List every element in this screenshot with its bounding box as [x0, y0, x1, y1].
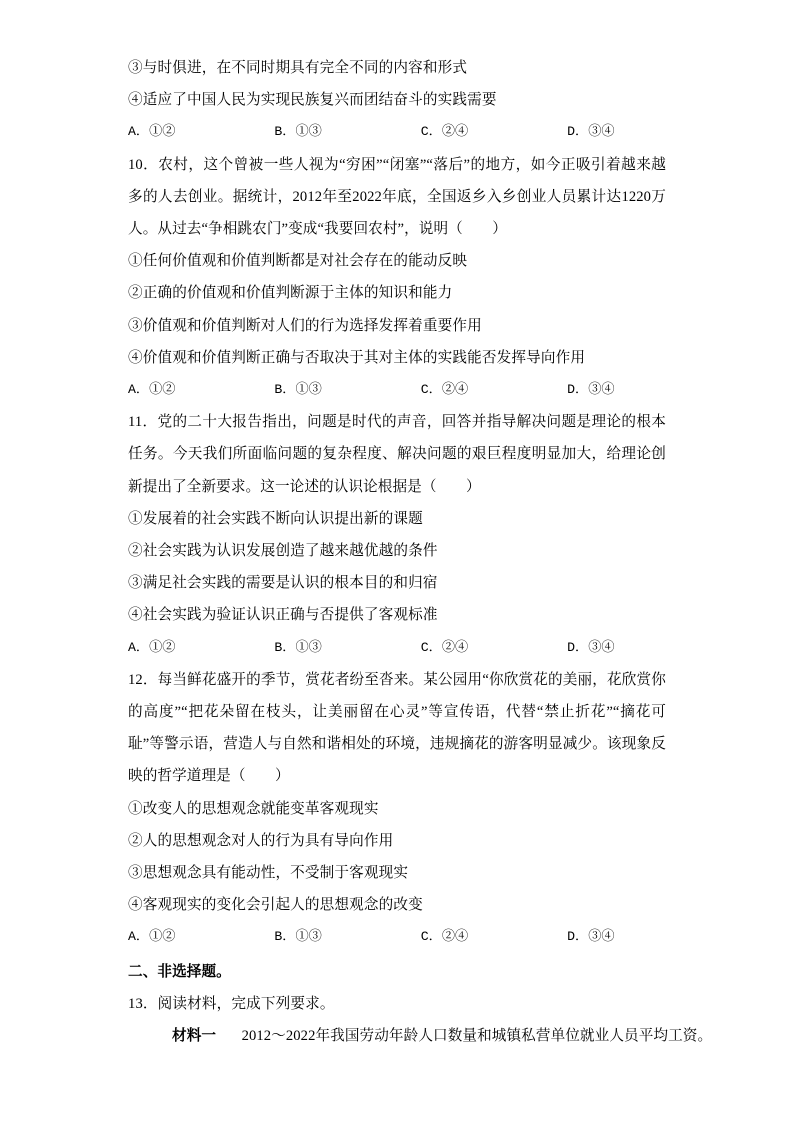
question-12	[128, 664, 666, 954]
question-11-option-3: ③满足社会实践的需要是认识的根本目的和归宿	[128, 575, 438, 592]
q9-choice-c: C．②④	[420, 124, 469, 140]
question-10-stem: 10．农村，这个曾被一些人视为“穷困”“闭塞”“落后”的地方，如今正吸引着越来越多的人去创业。据统计，2012年至2022年底，全国返乡入乡创业人员累计达1220万人。从过去“争相跳农门”变成“我要回农村”，说明（ ）	[128, 156, 666, 238]
question-10-option-2: ②正确的价值观和价值判断源于主体的知识和能力	[128, 285, 453, 302]
question-12-choice-d: D．③④	[567, 929, 615, 945]
question-12-stem: 12．每当鲜花盛开的季节，赏花者纷至沓来。某公园用“你欣赏花的美丽，花欣赏你的高度”“把花朵留在枝头，让美丽留在心灵”等宣传语，代替“禁止折花”“摘花可耻”等警示语，营造人与自然和谐相处的环境，违规摘花的游客明显减少。该现象反映的哲学道理是（ ）	[128, 671, 666, 785]
question-10-choice-row	[128, 374, 666, 406]
question-12-option-3: ③思想观念具有能动性，不受制于客观现实	[128, 865, 409, 882]
q9-choice-row	[128, 116, 666, 148]
question-10-choice-a: A．①②	[128, 382, 176, 398]
question-12-choice-row	[128, 921, 666, 953]
question-10-option-4: ④价值观和价值判断正确与否取决于其对主体的实践能否发挥导向作用	[128, 349, 586, 366]
question-10	[128, 149, 666, 407]
question-12-choice-c: C．②④	[420, 929, 469, 945]
question-13-stem: 13．阅读材料，完成下列要求。	[128, 995, 335, 1012]
question-11-choice-b: B．①③	[274, 639, 322, 655]
question-12-choice-b: B．①③	[274, 929, 322, 945]
question-11-choice-a: A．①②	[128, 639, 176, 655]
material-one-label: 材料一	[172, 1028, 217, 1045]
section-two-heading: 二、非选择题。	[128, 963, 231, 980]
q9-choice-a: A．①②	[128, 124, 176, 140]
material-one-text: 2012～2022年我国劳动年龄人口数量和城镇私营单位就业人员平均工资。	[241, 1028, 713, 1045]
q9-choice-b: B．①③	[274, 124, 322, 140]
question-12-option-4: ④客观现实的变化会引起人的思想观念的改变	[128, 897, 423, 914]
question-11-choice-row	[128, 632, 666, 664]
question-11-choice-c: C．②④	[420, 639, 469, 655]
q9-choice-d: D．③④	[567, 124, 615, 140]
question-10-option-1: ①任何价值观和价值判断都是对社会存在的能动反映	[128, 253, 468, 270]
question-10-choice-b: B．①③	[274, 382, 322, 398]
question-11-option-4: ④社会实践为验证认识正确与否提供了客观标准	[128, 607, 438, 624]
question-10-choice-d: D．③④	[567, 382, 615, 398]
question-11-option-1: ①发展着的社会实践不断向认识提出新的课题	[128, 510, 423, 527]
q9-option-4: ④适应了中国人民为实现民族复兴而团结奋斗的实践需要	[128, 92, 497, 109]
question-11-option-2: ②社会实践为认识发展创造了越来越优越的条件	[128, 543, 438, 560]
question-10-option-3: ③价值观和价值判断对人们的行为选择发挥着重要作用	[128, 317, 482, 334]
material-one-line	[128, 1020, 713, 1052]
question-10-choice-c: C．②④	[420, 382, 469, 398]
question-11	[128, 406, 666, 664]
question-12-option-1: ①改变人的思想观念就能变革客观现实	[128, 800, 379, 817]
question-11-choice-d: D．③④	[567, 639, 615, 655]
q9-option-3: ③与时俱进，在不同时期具有完全不同的内容和形式	[128, 60, 468, 76]
question-12-option-2: ②人的思想观念对人的行为具有导向作用	[128, 832, 394, 849]
question-11-stem: 11．党的二十大报告指出，问题是时代的声音，回答并指导解决问题是理论的根本任务。今天我们所面临问题的复杂程度、解决问题的艰巨程度明显加大，给理论创新提出了全新要求。这一论述的认识论根据是（ ）	[128, 414, 666, 495]
question-12-choice-a: A．①②	[128, 929, 176, 945]
